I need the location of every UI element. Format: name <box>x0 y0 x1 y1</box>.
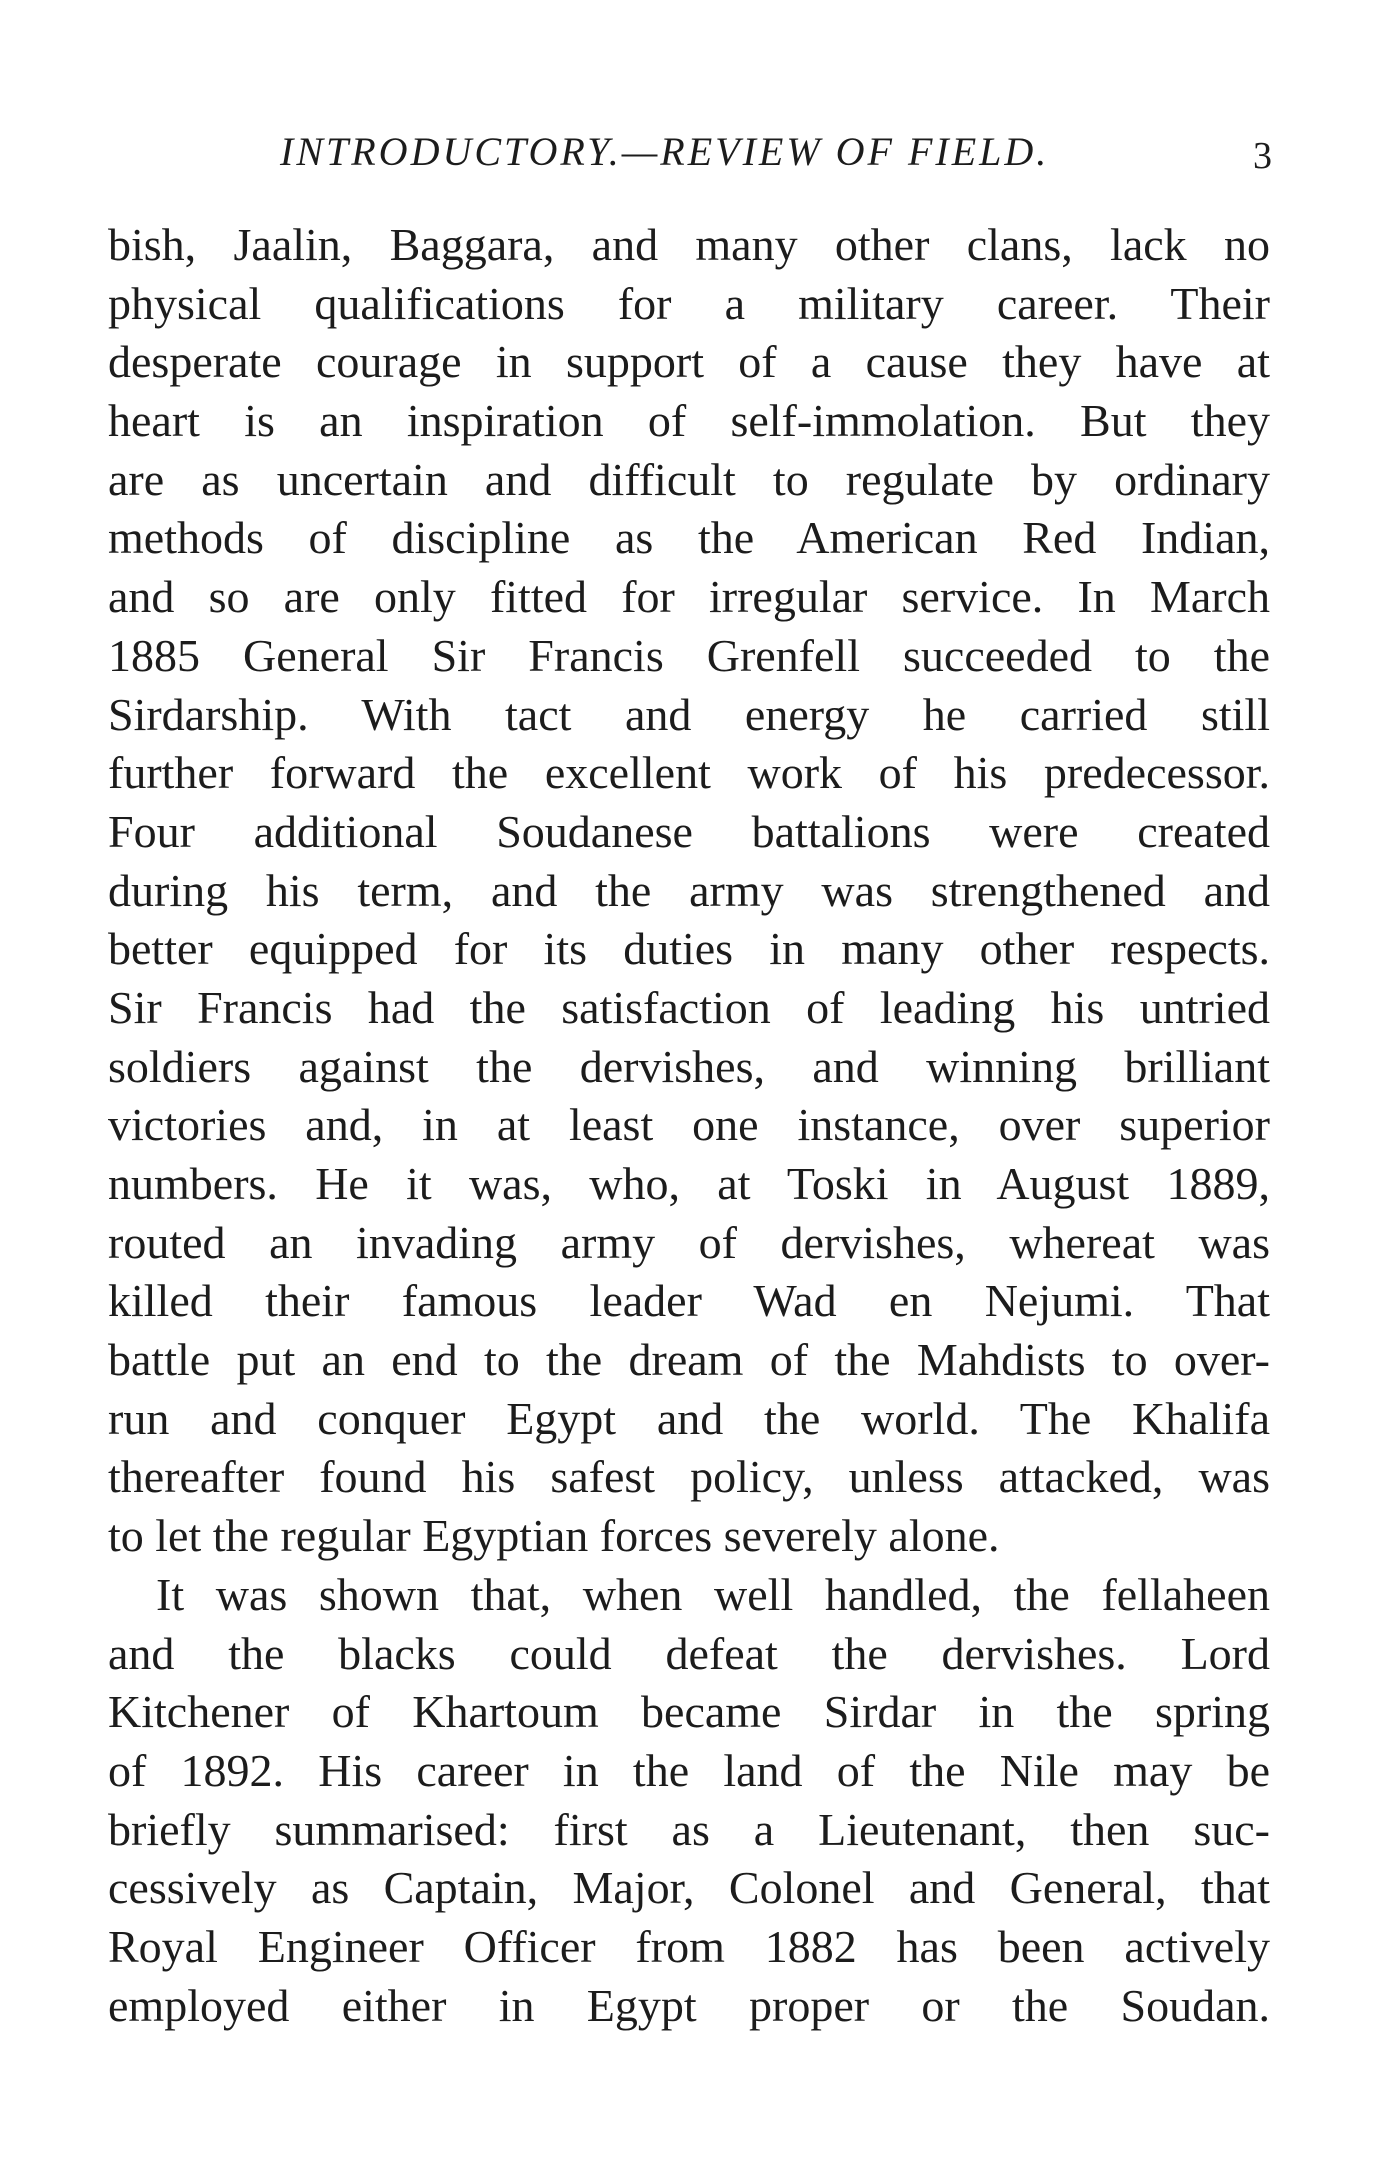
running-head <box>280 128 1049 175</box>
text-line: and the blacks could defeat the dervishes. Lord <box>108 1627 1270 1679</box>
text-line: Four additional Soudanese battalions were created <box>108 805 1270 857</box>
text-line: Kitchener of Khartoum became Sirdar in the spring <box>108 1686 1270 1738</box>
text-line: run and conquer Egypt and the world. The Khalifa <box>108 1392 1270 1444</box>
text-line: bish, Jaalin, Baggara, and many other clans, lack no <box>108 219 1270 270</box>
text-line: of 1892. His career in the land of the Nile may be <box>108 1744 1270 1796</box>
text-line: routed an invading army of dervishes, whereat was <box>108 1216 1270 1268</box>
text-line: soldiers against the dervishes, and winning brilliant <box>108 1040 1270 1092</box>
text-line: briefly summarised: first as a Lieutenant, then suc- <box>108 1803 1270 1855</box>
text-line: thereafter found his safest policy, unless attacked, was <box>108 1451 1270 1503</box>
text-line: physical qualifications for a military career. Their <box>108 277 1270 329</box>
text-line: 1885 General Sir Francis Grenfell succeeded to the <box>108 629 1270 681</box>
page-number: 3 <box>1253 135 1272 177</box>
paragraph-first-line: It was shown that, when well handled, the fellaheen <box>156 1568 1270 1620</box>
text-line: employed either in Egypt proper or the Soudan. <box>108 1979 1270 2031</box>
text-line: heart is an inspiration of self-immolation. But they <box>108 395 1270 447</box>
text-line: cessively as Captain, Major, Colonel and General, that <box>108 1862 1270 1914</box>
text-line: numbers. He it was, who, at Toski in August 1889, <box>108 1158 1270 1209</box>
text-line: victories and, in at least one instance, over superior <box>108 1099 1270 1151</box>
running-title: INTRODUCTORY.—REVIEW OF FIELD. <box>280 129 1050 174</box>
text-line: during his term, and the army was strengthened and <box>108 864 1270 916</box>
text-line: desperate courage in support of a cause they have at <box>108 336 1270 388</box>
body-text <box>108 216 1270 2035</box>
text-line: better equipped for its duties in many other respects. <box>108 923 1270 975</box>
text-line: Sir Francis had the satisfaction of leading his untried <box>108 981 1270 1033</box>
text-line: killed their famous leader Wad en Nejumi. That <box>108 1275 1270 1327</box>
text-line: further forward the excellent work of his predecessor. <box>108 747 1270 799</box>
text-line: methods of discipline as the American Red Indian, <box>108 512 1270 564</box>
text-line: battle put an end to the dream of the Mahdists to over- <box>108 1334 1270 1386</box>
text-line: are as uncertain and difficult to regulate by ordinary <box>108 453 1270 505</box>
paragraph-last-line: to let the regular Egyptian forces severely alone. <box>108 1510 1000 1562</box>
text-line: Sirdarship. With tact and energy he carried still <box>108 688 1270 740</box>
text-line: and so are only fitted for irregular service. In March <box>108 571 1270 623</box>
text-line: Royal Engineer Officer from 1882 has been actively <box>108 1920 1270 1972</box>
